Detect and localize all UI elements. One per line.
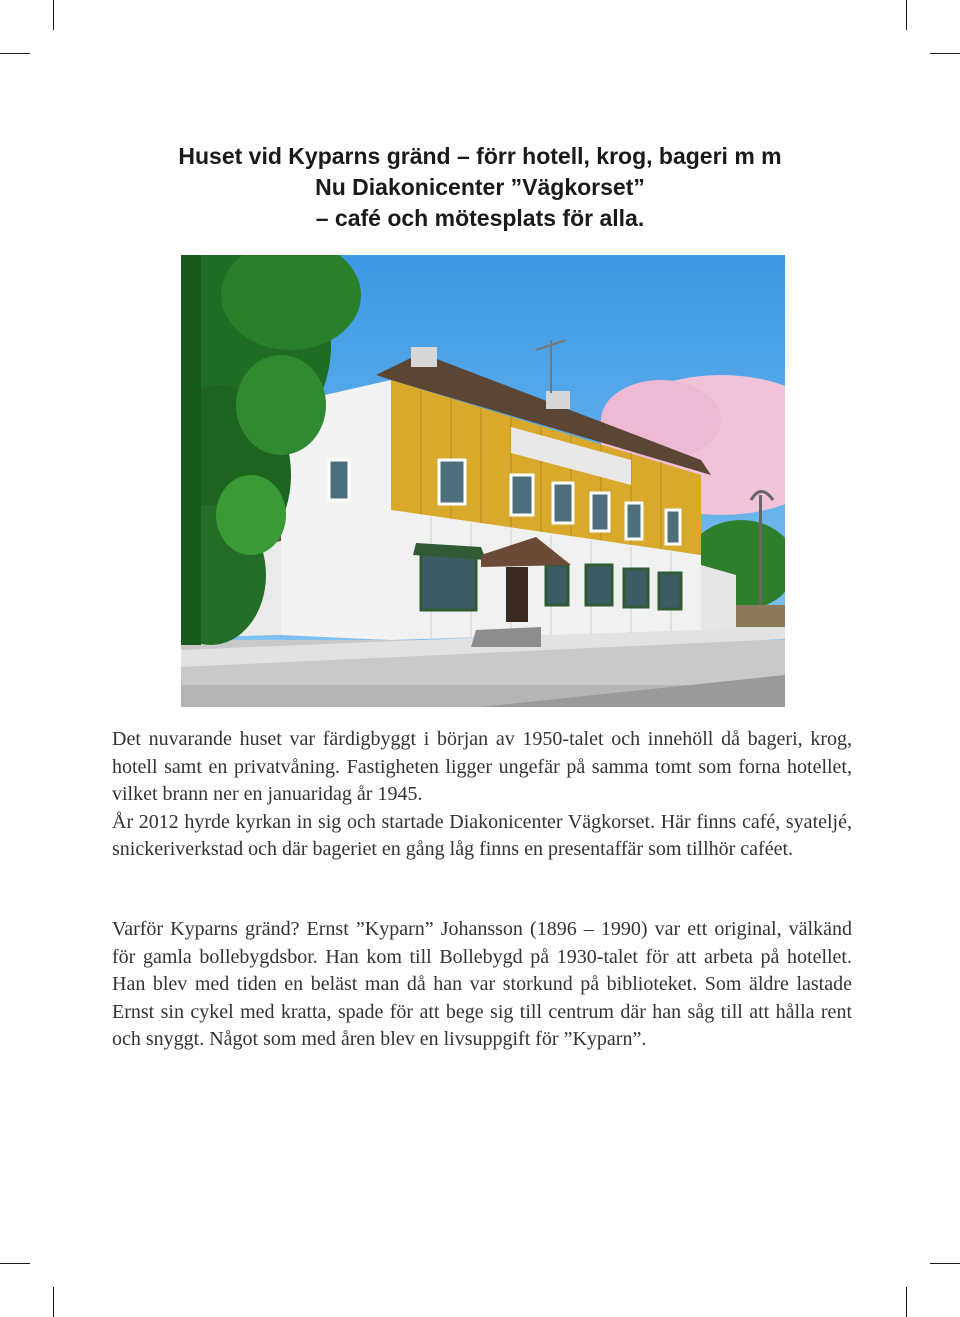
yellow-and-white-building-icon: [181, 255, 785, 707]
kyparn-paragraph: [112, 916, 852, 1054]
page-heading: [100, 141, 860, 234]
crop-mark-bottom-left-h: [0, 1263, 30, 1264]
crop-mark-bottom-left: [53, 1287, 54, 1317]
heading-line-3: – café och mötesplats för alla.: [315, 205, 645, 231]
heading-line-2: Nu Diakonicenter ”Vägkorset”: [315, 174, 645, 200]
intro-paragraph: [112, 726, 852, 864]
crop-mark-bottom-right-h: [930, 1263, 960, 1264]
crop-mark-top-left-h: [0, 53, 30, 54]
crop-mark-top-right-h: [930, 53, 960, 54]
kyparn-story-text: Varför Kyparns gränd? Ernst ”Kyparn” Johansson (1896 – 1990) var ett original, välkänd för gamla bollebygdsbor. Han kom till Bollebygd på 1930-talet för att arbeta på hotellet. Han blev med tiden en beläst man då han var storkund på biblioteket. Som äldre lastade Ernst sin cykel med kratta, spade för att bege sig till centrum där han såg till att hålla rent och snyggt. Något som med åren blev en livsuppgift för ”Kyparn”.: [112, 918, 852, 1050]
building-history-text: Det nuvarande huset var färdigbyggt i början av 1950-talet och innehöll då bageri, krog, hotell samt en privatvåning. Fastigheten ligger ungefär på samma tomt som forna hotellet, vilket brann ner en januaridag år 1945.: [112, 728, 852, 805]
diakonicenter-text: År 2012 hyrde kyrkan in sig och startade Diakonicenter Vägkorset. Här finns café, syateljé, snickeriverkstad och där bageriet en gång låg finns en presentaffär som tillhör caféet.: [112, 810, 852, 860]
crop-mark-top-right: [906, 0, 907, 30]
building-photo: [181, 255, 785, 707]
heading-line-1: Huset vid Kyparns gränd – förr hotell, krog, bageri m m: [178, 143, 782, 169]
crop-mark-top-left: [53, 0, 54, 30]
crop-mark-bottom-right: [906, 1287, 907, 1317]
